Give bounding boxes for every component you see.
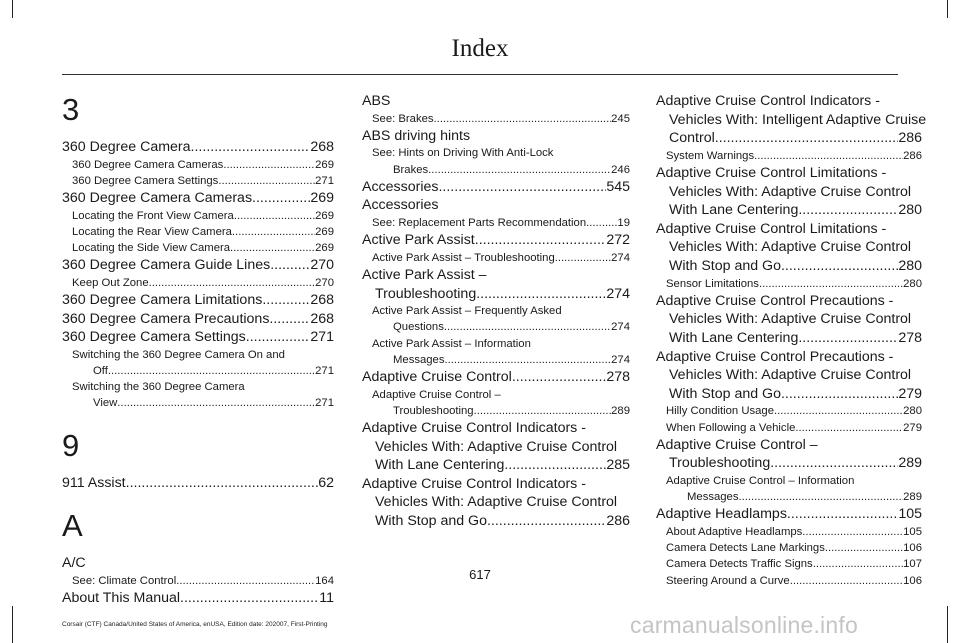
entry-label: 360 Degree Camera Precautions <box>62 310 270 327</box>
page-reference: 274 <box>611 353 630 366</box>
entry-label: ABS <box>362 93 391 109</box>
index-entry <box>362 127 630 146</box>
entry-label: See: Climate Control <box>72 574 177 587</box>
entry-label: View <box>93 397 118 410</box>
index-entry <box>62 189 334 208</box>
page-reference: 105 <box>898 506 922 523</box>
page-reference: 278 <box>898 329 922 346</box>
index-letter-heading: 3 <box>62 92 80 127</box>
dot-leader <box>232 224 315 240</box>
entry-label: 360 Degree Camera <box>62 139 191 155</box>
index-letter-heading: A <box>62 508 83 544</box>
index-entry <box>656 292 922 348</box>
page-reference: 280 <box>903 277 922 290</box>
index-column-2 <box>362 92 630 531</box>
entry-label: Sensor Limitations <box>666 277 759 290</box>
entry-label: Control <box>669 130 715 147</box>
index-entry <box>656 164 922 220</box>
page-reference: 545 <box>606 178 630 195</box>
index-entry <box>656 348 922 404</box>
page-reference: 280 <box>898 257 922 274</box>
entry-label: Active Park Assist – Frequently Asked <box>372 305 562 318</box>
page-reference: 286 <box>903 149 922 162</box>
dot-leader <box>108 363 315 379</box>
entry-label: 360 Degree Camera Cameras <box>72 158 224 171</box>
crop-mark <box>12 606 13 643</box>
entry-label: Active Park Assist – Information <box>372 337 531 350</box>
dot-leader <box>246 328 311 347</box>
page-title: Index <box>451 35 509 62</box>
entry-label: Adaptive Cruise Control – Information <box>666 474 855 487</box>
page-reference: 271 <box>315 174 334 187</box>
index-subentry <box>62 379 334 411</box>
page-reference: 279 <box>903 421 922 434</box>
entry-label: Accessories <box>362 197 439 214</box>
dot-leader <box>770 454 898 473</box>
index-entry <box>62 589 334 608</box>
dot-leader <box>798 329 898 348</box>
dot-leader <box>504 456 606 475</box>
entry-label: ABS driving hints <box>362 127 471 144</box>
entry-label: Brakes <box>393 163 429 176</box>
index-entry <box>656 436 922 473</box>
index-subentry <box>656 148 922 164</box>
dot-leader <box>754 148 903 164</box>
page-reference: 280 <box>898 202 922 219</box>
entry-label: Adaptive Cruise Control Indicators - <box>656 93 880 109</box>
entry-label: Adaptive Cruise Control Indicators - <box>362 419 586 436</box>
dot-leader <box>474 403 612 419</box>
entry-label: Adaptive Cruise Control – <box>372 388 501 401</box>
index-subentry <box>656 403 922 419</box>
index-subentry <box>62 157 334 173</box>
index-entry <box>656 92 927 148</box>
dot-leader <box>475 231 607 250</box>
entry-label: 360 Degree Camera Settings <box>62 329 246 346</box>
index-entry <box>362 419 630 475</box>
page-reference: 270 <box>315 276 334 289</box>
index-entry <box>362 231 630 250</box>
entry-label: With Stop and Go <box>375 512 487 529</box>
entry-label: Vehicles With: Adaptive Cruise Control <box>375 438 618 455</box>
index-subentry <box>362 111 630 127</box>
entry-label: Vehicles With: Adaptive Cruise Control <box>669 183 912 200</box>
dot-leader <box>252 189 310 208</box>
entry-label: When Following a Vehicle <box>666 421 796 434</box>
crop-mark <box>947 0 948 18</box>
index-subentry <box>62 275 334 291</box>
page-reference: 246 <box>611 163 630 176</box>
index-subentry <box>62 208 334 224</box>
page-reference: 269 <box>315 158 334 171</box>
page-reference: 274 <box>611 321 630 334</box>
index-subentry <box>62 240 334 256</box>
page-reference: 274 <box>611 251 630 264</box>
dot-leader <box>787 505 898 524</box>
page-reference: 271 <box>315 364 334 377</box>
entry-label: Adaptive Cruise Control <box>362 368 512 385</box>
index-entry <box>362 196 630 215</box>
dot-leader <box>798 201 898 220</box>
dot-leader <box>434 111 612 127</box>
entry-label: Adaptive Cruise Control Limitations - <box>656 220 887 237</box>
dot-leader <box>117 395 315 411</box>
entry-label: Keep Out Zone <box>72 276 149 289</box>
index-entry <box>362 368 630 387</box>
entry-label: With Lane Centering <box>375 457 505 474</box>
header-rule <box>62 74 898 75</box>
index-entry <box>62 310 334 329</box>
entry-label: Active Park Assist – <box>362 266 487 283</box>
page-reference: 269 <box>315 242 334 254</box>
page-reference: 289 <box>611 404 630 417</box>
footer-text: Corsair (CTF) Canada/United States of America, enUSA, Edition date: 202007, First-Printing <box>62 621 328 628</box>
page-reference: 11 <box>319 589 334 606</box>
page-reference: 271 <box>315 397 334 410</box>
index-entry <box>362 178 630 197</box>
entry-label: Camera Detects Traffic Signs <box>666 558 813 571</box>
page-reference: 272 <box>606 232 630 249</box>
watermark-logo: carmanualsonline.info <box>630 612 858 638</box>
entry-label: 360 Degree Camera Settings <box>72 174 219 187</box>
dot-leader <box>586 215 617 231</box>
index-subentry <box>656 524 922 540</box>
dot-leader <box>512 368 607 387</box>
entry-label: Vehicles With: Adaptive Cruise Control <box>375 494 618 511</box>
dot-leader <box>715 129 899 148</box>
entry-label: Adaptive Cruise Control Indicators - <box>362 475 586 492</box>
index-entry <box>362 266 630 303</box>
index-entry <box>62 256 334 275</box>
page-reference: 269 <box>315 225 334 238</box>
entry-label: See: Replacement Parts Recommendation <box>372 216 587 229</box>
page-reference: 107 <box>903 558 922 571</box>
entry-label: Vehicles With: Intelligent Adaptive Cruise <box>669 111 927 128</box>
crop-mark <box>947 606 948 643</box>
entry-label: Adaptive Headlamps <box>656 506 787 523</box>
dot-leader <box>555 250 611 266</box>
entry-label: Off <box>93 364 108 377</box>
entry-label: Messages <box>393 353 445 366</box>
page-reference: 279 <box>898 385 922 402</box>
dot-leader <box>781 385 898 404</box>
page-reference: 62 <box>318 474 334 491</box>
page-reference: 106 <box>903 574 922 587</box>
index-column-3 <box>656 92 927 589</box>
dot-leader <box>223 157 315 173</box>
dot-leader <box>825 540 903 556</box>
dot-leader <box>270 256 310 275</box>
entry-label: Active Park Assist – Troubleshooting <box>372 251 555 264</box>
page-reference: 268 <box>310 292 334 308</box>
entry-label: See: Brakes <box>372 112 434 125</box>
entry-label: 360 Degree Camera Guide Lines <box>62 257 271 274</box>
entry-label: With Stop and Go <box>669 257 781 274</box>
entry-label: Messages <box>687 491 739 504</box>
dot-leader <box>444 319 611 335</box>
entry-label: About Adaptive Headlamps <box>666 525 803 538</box>
page-reference: 274 <box>606 285 630 302</box>
entry-label: Vehicles With: Adaptive Cruise Control <box>669 239 912 256</box>
page-reference: 269 <box>310 190 334 206</box>
index-subentry <box>656 540 922 556</box>
page-reference: 269 <box>315 209 334 222</box>
index-entry <box>656 505 922 524</box>
index-subentry <box>62 347 334 379</box>
page-number: 617 <box>469 567 491 582</box>
index-subentry <box>362 336 630 368</box>
entry-label: Steering Around a Curve <box>666 574 790 587</box>
dot-leader <box>149 275 316 291</box>
entry-label: Troubleshooting <box>375 285 477 302</box>
dot-leader <box>774 403 903 419</box>
index-subentry <box>362 303 630 335</box>
index-subentry <box>362 215 630 231</box>
dot-leader <box>428 162 611 178</box>
entry-label: A/C <box>62 555 86 572</box>
entry-label: 360 Degree Camera Limitations <box>62 292 263 308</box>
entry-label: Vehicles With: Adaptive Cruise Control <box>669 311 912 328</box>
dot-leader <box>795 420 903 436</box>
entry-label: Troubleshooting <box>393 404 474 417</box>
index-entry <box>362 92 630 111</box>
dot-leader <box>180 589 319 608</box>
index-entry <box>62 474 334 493</box>
index-subentry <box>656 420 922 436</box>
entry-label: 360 Degree Camera Cameras <box>62 190 253 206</box>
entry-label: System Warnings <box>666 149 755 162</box>
page-reference: 289 <box>898 455 922 472</box>
page-reference: 285 <box>606 457 630 474</box>
index-subentry <box>362 145 630 177</box>
dot-leader <box>234 208 315 224</box>
index-entry <box>62 291 334 310</box>
entry-label: Active Park Assist <box>362 232 475 249</box>
page-reference: 164 <box>315 574 334 587</box>
dot-leader <box>487 512 606 531</box>
crop-mark <box>12 0 13 18</box>
dot-leader <box>191 138 311 157</box>
page-reference: 105 <box>903 525 922 538</box>
page-reference: 286 <box>898 130 922 147</box>
entry-label: Adaptive Cruise Control – <box>656 436 818 453</box>
entry-label: Vehicles With: Adaptive Cruise Control <box>669 367 912 384</box>
dot-leader <box>781 257 898 276</box>
entry-label: Locating the Side View Camera <box>72 242 231 254</box>
dot-leader <box>476 285 606 304</box>
entry-label: 911 Assist <box>62 474 126 491</box>
dot-leader <box>445 352 612 368</box>
dot-leader <box>269 310 310 329</box>
entry-label: See: Hints on Driving With Anti-Lock <box>372 147 554 160</box>
entry-label: With Lane Centering <box>669 329 799 346</box>
page-reference: 280 <box>903 405 922 418</box>
page-reference: 289 <box>903 491 922 504</box>
page-reference: 245 <box>611 112 630 125</box>
entry-label: Switching the 360 Degree Camera On and <box>72 348 285 361</box>
index-entry <box>62 138 334 157</box>
index-entry <box>362 475 630 531</box>
index-entry <box>62 328 334 347</box>
entry-label: Locating the Rear View Camera <box>72 225 232 238</box>
entry-label: About This Manual <box>62 589 181 606</box>
dot-leader <box>218 173 315 189</box>
page-reference: 19 <box>617 216 630 229</box>
page-reference: 106 <box>903 542 922 555</box>
dot-leader <box>739 489 904 505</box>
index-subentry <box>62 173 334 189</box>
dot-leader <box>126 474 319 493</box>
index-subentry <box>362 387 630 419</box>
index-column-1 <box>62 92 334 608</box>
entry-label: With Stop and Go <box>669 385 781 402</box>
index-subentry <box>62 224 334 240</box>
index-subentry <box>656 276 922 292</box>
dot-leader <box>262 291 310 310</box>
entry-label: Locating the Front View Camera <box>72 209 234 222</box>
index-subentry <box>362 250 630 266</box>
page-reference: 278 <box>606 368 630 385</box>
dot-leader <box>802 524 903 540</box>
entry-label: Camera Detects Lane Markings <box>666 542 825 555</box>
entry-label: Switching the 360 Degree Camera <box>72 381 245 394</box>
index-subentry <box>656 473 922 505</box>
dot-leader <box>230 240 315 256</box>
entry-label: Adaptive Cruise Control Precautions - <box>656 292 894 309</box>
dot-leader <box>438 178 606 197</box>
entry-label: Accessories <box>362 178 439 195</box>
entry-label: With Lane Centering <box>669 202 799 219</box>
page-reference: 271 <box>310 329 334 346</box>
dot-leader <box>759 276 903 292</box>
entry-label: Hilly Condition Usage <box>666 405 774 418</box>
page-reference: 268 <box>310 310 334 327</box>
entry-label: Questions <box>393 321 444 334</box>
page-reference: 286 <box>606 512 630 529</box>
index-entry <box>656 220 922 276</box>
entry-label: Adaptive Cruise Control Precautions - <box>656 348 894 365</box>
page-reference: 270 <box>310 257 334 274</box>
entry-label: Adaptive Cruise Control Limitations - <box>656 164 887 181</box>
index-letter-heading: 9 <box>62 427 80 463</box>
page-reference: 268 <box>310 139 334 155</box>
entry-label: Troubleshooting <box>669 455 771 472</box>
